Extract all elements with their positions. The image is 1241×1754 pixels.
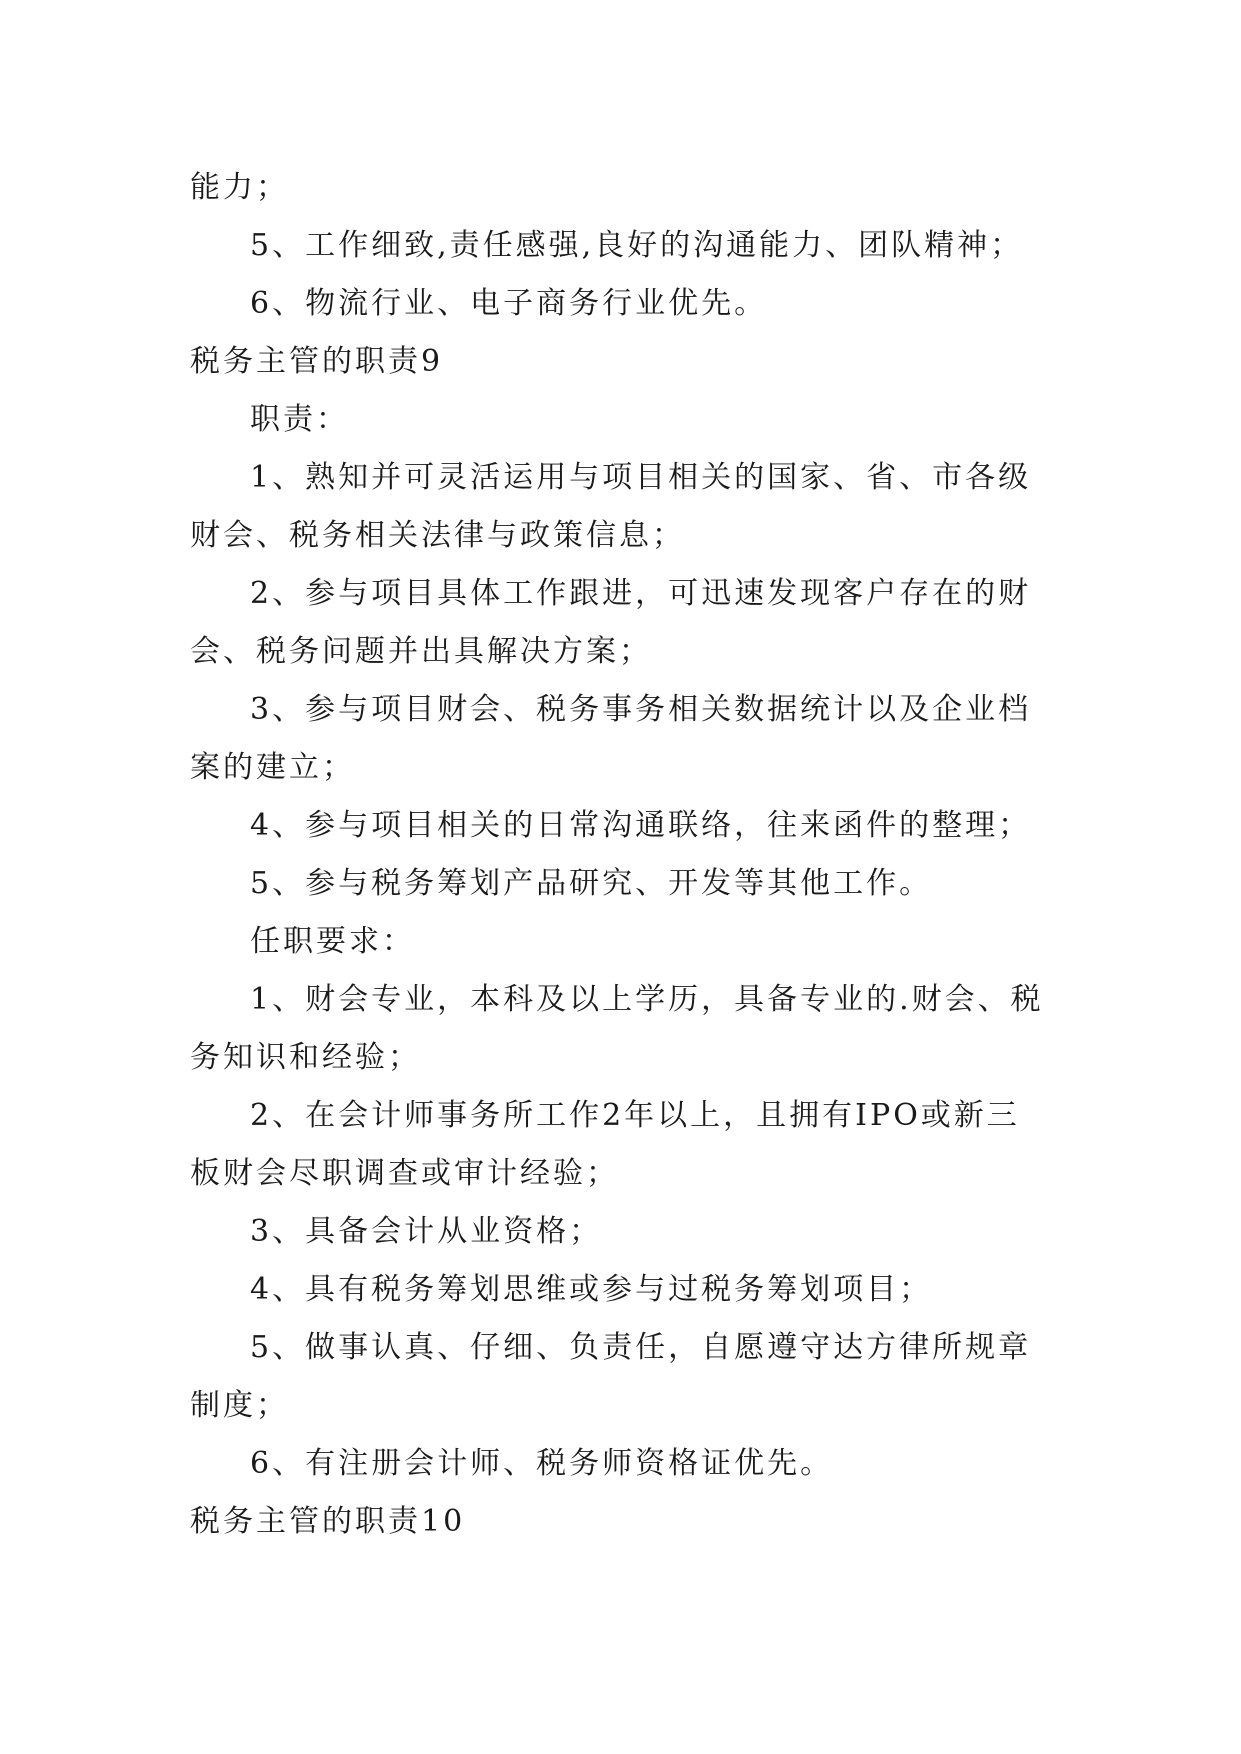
text-line: 会、税务问题并出具解决方案； <box>190 634 652 669</box>
text-line: 5、参与税务筹划产品研究、开发等其他工作。 <box>250 866 933 901</box>
text-line: 6、有注册会计师、税务师资格证优先。 <box>250 1446 834 1481</box>
subheading-duties: 职责： <box>250 402 349 437</box>
text-line: 制度； <box>190 1388 289 1423</box>
text-line: 1、熟知并可灵活运用与项目相关的国家、省、市各级 <box>250 460 1032 495</box>
subheading-requirements: 任职要求： <box>250 924 415 959</box>
text-line: 务知识和经验； <box>190 1040 421 1075</box>
section-heading: 税务主管的职责9 <box>190 344 444 379</box>
text-line: 4、参与项目相关的日常沟通联络，往来函件的整理； <box>250 808 1032 843</box>
text-line: 板财会尽职调查或审计经验； <box>190 1156 619 1191</box>
text-line: 2、在会计师事务所工作2年以上，且拥有IPO或新三 <box>250 1098 1020 1133</box>
text-line: 案的建立； <box>190 750 355 785</box>
text-line: 财会、税务相关法律与政策信息； <box>190 518 685 553</box>
text-line: 6、物流行业、电子商务行业优先。 <box>250 286 768 321</box>
section-heading: 税务主管的职责10 <box>190 1504 466 1539</box>
text-line: 3、参与项目财会、税务事务相关数据统计以及企业档 <box>250 692 1032 727</box>
text-line: 1、财会专业，本科及以上学历，具备专业的.财会、税 <box>250 982 1044 1017</box>
text-line: 5、做事认真、仔细、负责任，自愿遵守达方律所规章 <box>250 1330 1032 1365</box>
text-line: 2、参与项目具体工作跟进，可迅速发现客户存在的财 <box>250 576 1032 611</box>
text-line: 3、具备会计从业资格； <box>250 1214 603 1249</box>
text-line: 4、具有税务筹划思维或参与过税务筹划项目； <box>250 1272 933 1307</box>
text-line: 能力； <box>190 170 289 205</box>
text-line: 5、工作细致,责任感强,良好的沟通能力、团队精神； <box>250 228 1024 263</box>
